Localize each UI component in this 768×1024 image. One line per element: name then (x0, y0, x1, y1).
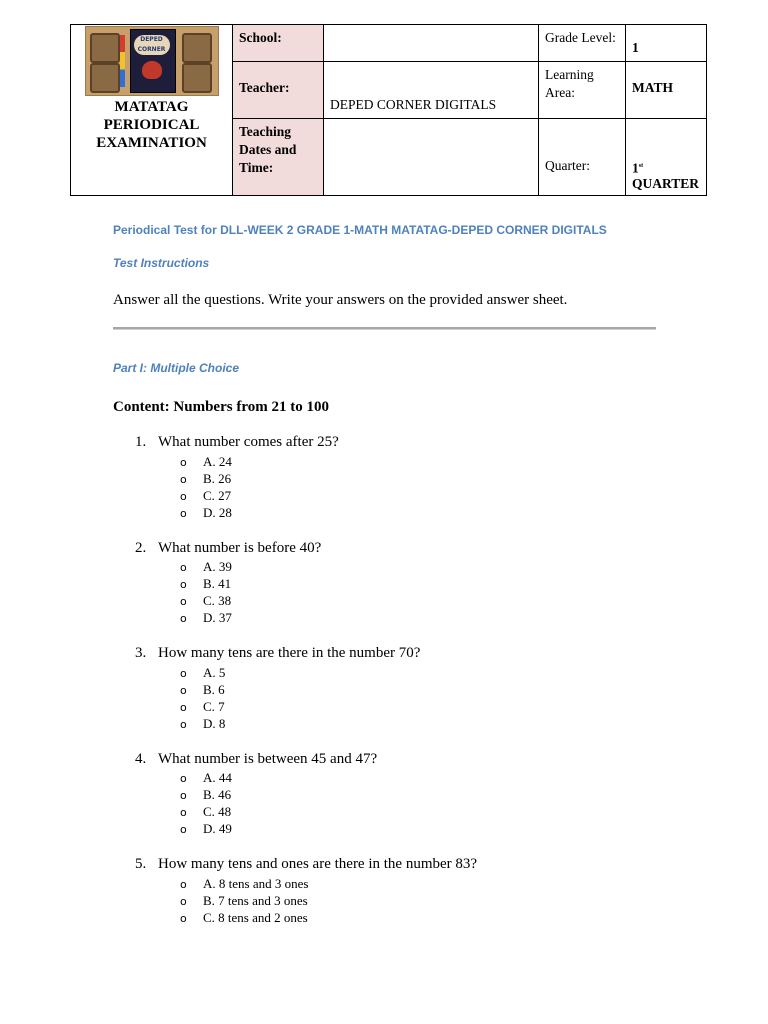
exam-title (71, 98, 232, 152)
logo-tile-icon (90, 33, 120, 63)
teacher-label: Teacher: (233, 62, 324, 119)
option-text: B. 26 (203, 471, 232, 486)
option-item (180, 803, 232, 820)
option-item (180, 698, 225, 715)
deped-corner-logo (85, 26, 219, 96)
option-text: C. 38 (203, 593, 232, 608)
content-heading: Content: Numbers from 21 to 100 (113, 399, 329, 415)
grade-level-value: 1 (626, 25, 707, 62)
bullet-icon: o (180, 578, 187, 591)
quarter-suffix: st (638, 163, 644, 169)
teaching-dates-line: Teaching (239, 124, 292, 139)
option-text: B. 7 tens and 3 ones (203, 893, 308, 908)
option-list (180, 875, 308, 926)
option-text: A. 44 (203, 770, 232, 785)
part-heading: Part I: Multiple Choice (113, 361, 240, 375)
logo-tile-icon (182, 33, 212, 63)
option-item (180, 664, 225, 681)
bullet-icon: o (180, 718, 187, 731)
option-text: B. 46 (203, 787, 232, 802)
exam-title-line: EXAMINATION (96, 135, 207, 151)
grade-level-label: Grade Level: (539, 25, 626, 62)
bullet-icon: o (180, 684, 187, 697)
question-number: 1. (135, 434, 147, 450)
option-text: A. 39 (203, 559, 232, 574)
logo-tile-icon (182, 63, 212, 93)
bullet-icon: o (180, 895, 187, 908)
option-item (180, 504, 232, 521)
option-text: C. 27 (203, 488, 232, 503)
option-item (180, 769, 232, 786)
bullet-icon: o (180, 561, 187, 574)
option-list (180, 769, 232, 837)
option-text: B. 41 (203, 576, 232, 591)
bullet-icon: o (180, 595, 187, 608)
option-item (180, 558, 232, 575)
bullet-icon: o (180, 473, 187, 486)
exam-title-line: MATATAG (114, 99, 189, 115)
bullet-icon: o (180, 456, 187, 469)
question (135, 856, 477, 873)
bullet-icon: o (180, 612, 187, 625)
teaching-dates-line: Dates and (239, 142, 297, 157)
bullet-icon: o (180, 912, 187, 925)
option-text: A. 8 tens and 3 ones (203, 876, 309, 891)
option-item (180, 592, 232, 609)
question (135, 540, 321, 557)
bullet-icon: o (180, 701, 187, 714)
bullet-icon: o (180, 507, 187, 520)
option-item (180, 820, 232, 837)
option-text: C. 7 (203, 699, 225, 714)
option-item (180, 892, 308, 909)
learning-area-label: Learning Area: (539, 62, 626, 119)
bullet-icon: o (180, 823, 187, 836)
horizontal-divider (113, 327, 656, 330)
option-item (180, 681, 225, 698)
option-item (180, 786, 232, 803)
teaching-dates-line: Time: (239, 160, 274, 175)
bullet-icon: o (180, 772, 187, 785)
bullet-icon: o (180, 878, 187, 891)
instructions-text: Answer all the questions. Write your answers on the provided answer sheet. (113, 292, 568, 308)
bullet-icon: o (180, 806, 187, 819)
logo-stripe (120, 35, 125, 87)
bullet-icon: o (180, 490, 187, 503)
option-item (180, 909, 308, 926)
teaching-dates-value (324, 119, 539, 196)
option-text: A. 24 (203, 454, 232, 469)
teaching-dates-label (233, 119, 324, 196)
question (135, 645, 420, 662)
heart-icon (142, 61, 162, 79)
quarter-value (626, 119, 707, 196)
option-text: C. 8 tens and 2 ones (203, 910, 308, 925)
quarter-word: QUARTER (632, 175, 700, 191)
option-item (180, 470, 232, 487)
learning-area-value: MATH (626, 62, 707, 119)
option-item (180, 715, 225, 732)
instructions-heading: Test Instructions (113, 256, 210, 270)
option-text: C. 48 (203, 804, 232, 819)
option-list (180, 664, 225, 732)
exam-title-line: PERIODICAL (103, 117, 200, 133)
option-item (180, 609, 232, 626)
teacher-value: DEPED CORNER DIGITALS (324, 62, 539, 119)
quarter-label: Quarter: (539, 119, 626, 196)
option-text: D. 37 (203, 610, 232, 625)
question (135, 434, 339, 451)
option-item (180, 453, 232, 470)
header-table (70, 24, 707, 196)
school-value (324, 25, 539, 62)
option-text: D. 8 (203, 716, 226, 731)
question-number: 5. (135, 856, 147, 872)
question-text: What number is before 40? (158, 540, 322, 556)
quarter-number: 1 (632, 160, 639, 176)
question-text: What number comes after 25? (158, 434, 339, 450)
question (135, 751, 377, 768)
question-number: 3. (135, 645, 147, 661)
school-label: School: (233, 25, 324, 62)
logo-badge: DEPED CORNER (134, 35, 170, 55)
option-list (180, 558, 232, 626)
question-text: How many tens are there in the number 70? (158, 645, 421, 661)
option-item (180, 875, 308, 892)
bullet-icon: o (180, 667, 187, 680)
question-text: How many tens and ones are there in the number 83? (158, 856, 478, 872)
question-text: What number is between 45 and 47? (158, 751, 378, 767)
question-number: 4. (135, 751, 147, 767)
option-text: A. 5 (203, 665, 226, 680)
option-item (180, 575, 232, 592)
logo-cell (71, 25, 233, 196)
option-text: D. 28 (203, 505, 232, 520)
bullet-icon: o (180, 789, 187, 802)
test-title: Periodical Test for DLL-WEEK 2 GRADE 1-MATH MATATAG-DEPED CORNER DIGITALS (113, 223, 607, 237)
option-text: B. 6 (203, 682, 225, 697)
option-list (180, 453, 232, 521)
logo-tile-icon (90, 63, 120, 93)
option-text: D. 49 (203, 821, 232, 836)
question-number: 2. (135, 540, 147, 556)
option-item (180, 487, 232, 504)
